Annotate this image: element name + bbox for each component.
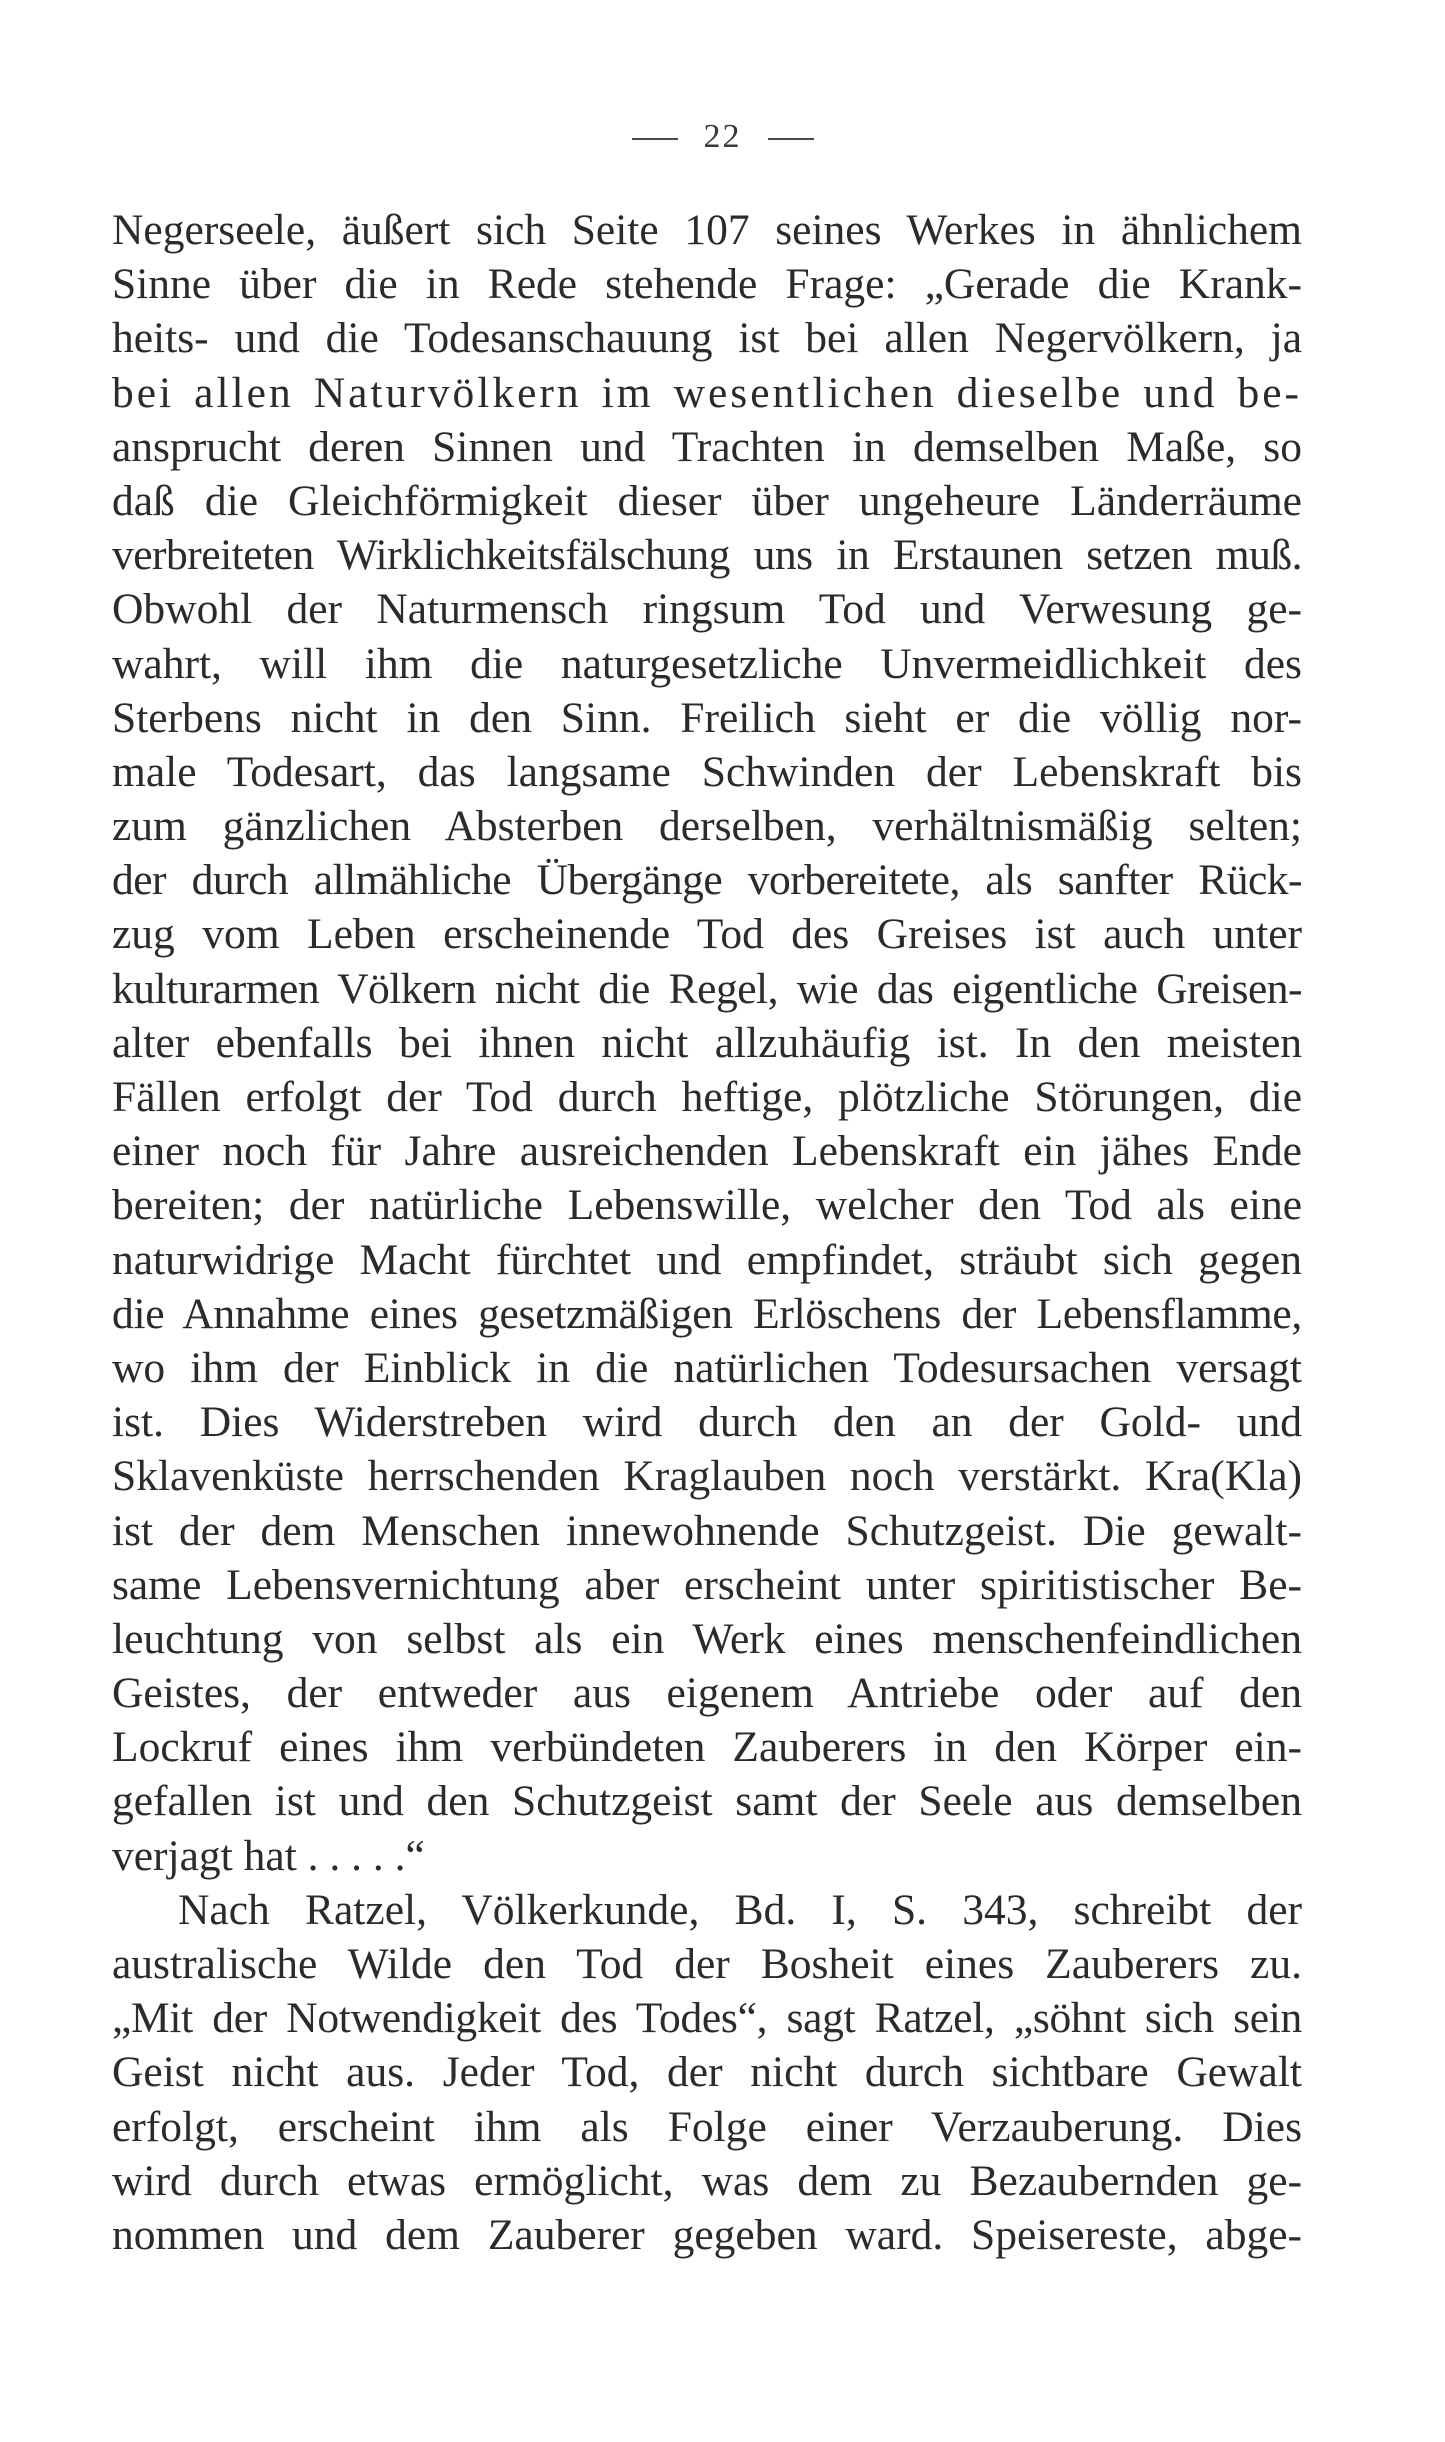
text-line: verbreiteten Wirklichkeitsfälschung uns in Erstaunen setzen muß. [112, 531, 1302, 580]
text-line: der durch allmähliche Übergänge vorbereitete, als sanfter Rück- [112, 856, 1302, 905]
text-line: leuchtung von selbst als ein Werk eines menschenfeindlichen [112, 1614, 1302, 1663]
text-line: ist. Dies Widerstreben wird durch den an der Gold- und [112, 1398, 1302, 1447]
text-line: Obwohl der Naturmensch ringsum Tod und Verwesung ge- [112, 585, 1302, 634]
text-line: wahrt, will ihm die naturgesetzliche Unvermeidlichkeit des [112, 639, 1302, 688]
text-line: „Mit der Notwendigkeit des Todes“, sagt Ratzel, „söhnt sich sein [112, 1994, 1302, 2043]
text-line: erfolgt, erscheint ihm als Folge einer Verzauberung. Dies [112, 2102, 1302, 2151]
text-line: alter ebenfalls bei ihnen nicht allzuhäufig ist. In den meisten [112, 1018, 1302, 1067]
left-dash [632, 138, 678, 140]
text-line: Lockruf eines ihm verbündeten Zauberers in den Körper ein- [112, 1723, 1302, 1772]
text-line: australische Wilde den Tod der Bosheit eines Zauberers zu. [112, 1940, 1302, 1988]
text-line: male Todesart, das langsame Schwinden der Lebenskraft bis [112, 747, 1302, 796]
text-line: Sinne über die in Rede stehende Frage: „Gerade die Krank- [112, 260, 1302, 309]
text-line: wird durch etwas ermöglicht, was dem zu Bezaubernden ge- [112, 2156, 1302, 2205]
text-line: bereiten; der natürliche Lebenswille, welcher den Tod als eine [112, 1181, 1302, 1230]
text-line: same Lebensvernichtung aber erscheint unter spiritistischer Be- [112, 1560, 1302, 1609]
page-number: 22 [703, 118, 742, 155]
text-line: Fällen erfolgt der Tod durch heftige, plötzliche Störungen, die [112, 1073, 1302, 1121]
text-line: Nach Ratzel, Völkerkunde, Bd. I, S. 343, schreibt der [178, 1885, 1302, 1934]
text-line: nommen und dem Zauberer gegeben ward. Speisereste, abge- [112, 2210, 1302, 2259]
text-line: gefallen ist und den Schutzgeist samt der Seele aus demselben [112, 1777, 1302, 1826]
text-line: kulturarmen Völkern nicht die Regel, wie das eigentliche Greisen- [112, 964, 1302, 1013]
text-line: Negerseele, äußert sich Seite 107 seines Werkes in ähnlichem [112, 206, 1302, 254]
right-dash [768, 138, 814, 140]
text-line: ansprucht deren Sinnen und Trachten in demselben Maße, so [112, 422, 1302, 471]
running-head [0, 118, 1445, 156]
text-line: ist der dem Menschen innewohnende Schutzgeist. Die gewalt- [112, 1506, 1302, 1555]
text-line: Sterbens nicht in den Sinn. Freilich sieht er die völlig nor- [112, 693, 1302, 742]
text-line: naturwidrige Macht fürchtet und empfindet, sträubt sich gegen [112, 1235, 1302, 1284]
text-line: zug vom Leben erscheinende Tod des Greises ist auch unter [112, 910, 1302, 959]
text-line: einer noch für Jahre ausreichenden Lebenskraft ein jähes Ende [112, 1127, 1302, 1176]
text-line: die Annahme eines gesetzmäßigen Erlöschens der Lebensflamme, [112, 1289, 1302, 1338]
text-line: zum gänzlichen Absterben derselben, verhältnismäßig selten; [112, 802, 1302, 851]
text-line: heits- und die Todesanschauung ist bei allen Negervölkern, ja [112, 314, 1302, 363]
text-line: daß die Gleichförmigkeit dieser über ungeheure Länderräume [112, 476, 1302, 525]
text-line: Geist nicht aus. Jeder Tod, der nicht durch sichtbare Gewalt [112, 2048, 1302, 2097]
text-line: Sklavenküste herrschenden Kraglauben noch verstärkt. Kra(Kla) [112, 1452, 1302, 1501]
body-text [112, 203, 1302, 2262]
text-line: bei allen Naturvölkern im wesentlichen dieselbe und be- [112, 368, 1302, 417]
text-line: Geistes, der entweder aus eigenem Antriebe oder auf den [112, 1669, 1302, 1718]
text-line: verjagt hat . . . . .“ [112, 1831, 425, 1880]
text-line: wo ihm der Einblick in die natürlichen Todesursachen versagt [112, 1343, 1302, 1392]
